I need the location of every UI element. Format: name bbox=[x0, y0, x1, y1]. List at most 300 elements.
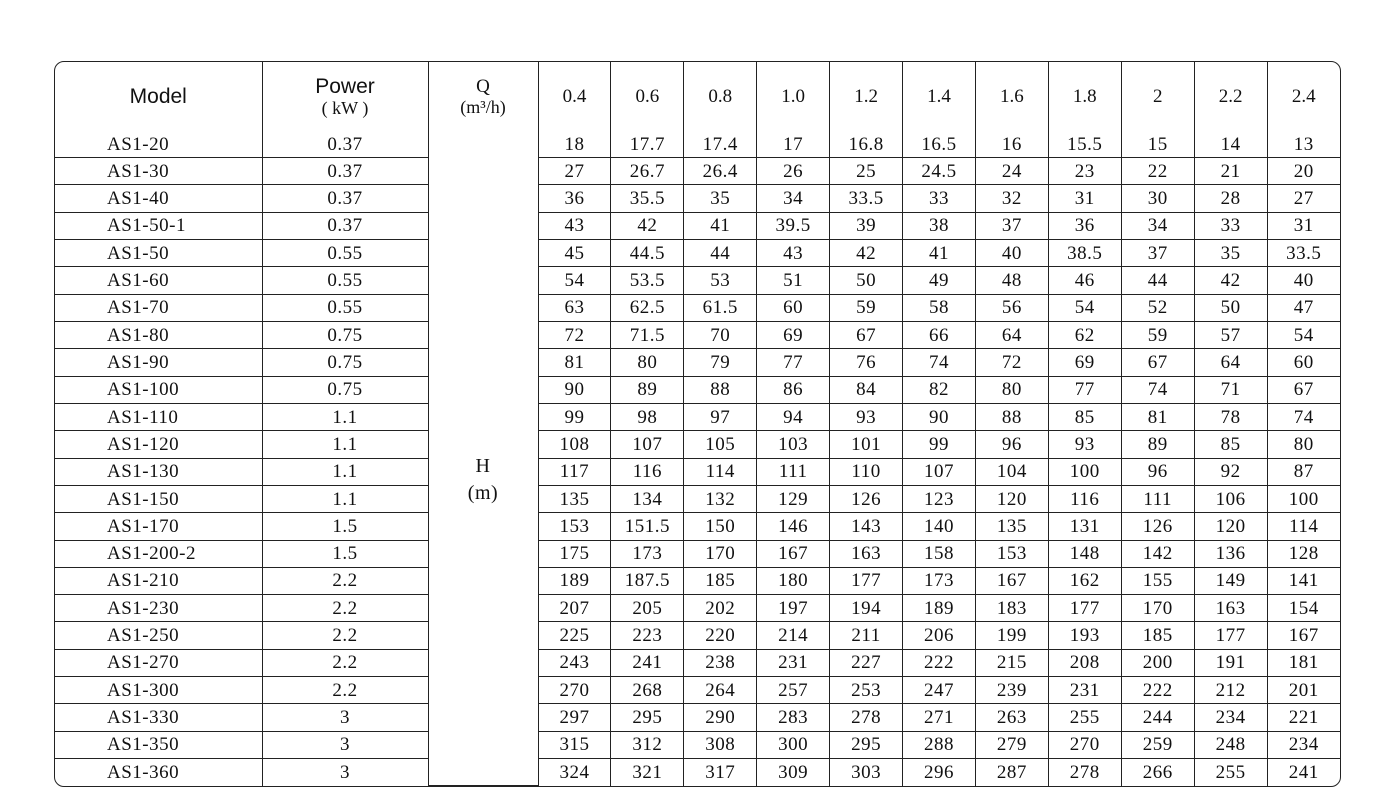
head-value-cell: 17 bbox=[757, 131, 830, 158]
head-value-cell: 58 bbox=[903, 294, 976, 321]
head-value-cell: 167 bbox=[757, 540, 830, 567]
head-value-cell: 153 bbox=[538, 513, 611, 540]
head-value-cell: 63 bbox=[538, 294, 611, 321]
head-value-cell: 33 bbox=[903, 185, 976, 212]
head-value-cell: 163 bbox=[1194, 595, 1267, 622]
head-value-cell: 175 bbox=[538, 540, 611, 567]
model-cell: AS1-210 bbox=[55, 567, 262, 594]
head-value-cell: 89 bbox=[1121, 431, 1194, 458]
header-flow-value: 1.6 bbox=[975, 62, 1048, 131]
head-value-cell: 13 bbox=[1267, 131, 1340, 158]
head-value-cell: 38.5 bbox=[1048, 240, 1121, 267]
head-value-cell: 44 bbox=[1121, 267, 1194, 294]
head-value-cell: 16.8 bbox=[830, 131, 903, 158]
head-value-cell: 60 bbox=[1267, 349, 1340, 376]
head-value-cell: 283 bbox=[757, 704, 830, 731]
head-value-cell: 74 bbox=[1267, 403, 1340, 430]
head-value-cell: 220 bbox=[684, 622, 757, 649]
head-value-cell: 154 bbox=[1267, 595, 1340, 622]
head-value-cell: 317 bbox=[684, 759, 757, 786]
head-value-cell: 64 bbox=[1194, 349, 1267, 376]
head-value-cell: 86 bbox=[757, 376, 830, 403]
head-value-cell: 27 bbox=[1267, 185, 1340, 212]
head-value-cell: 84 bbox=[830, 376, 903, 403]
header-flow-value: 1.0 bbox=[757, 62, 830, 131]
head-value-cell: 100 bbox=[1048, 458, 1121, 485]
head-value-cell: 81 bbox=[538, 349, 611, 376]
head-value-cell: 54 bbox=[1267, 322, 1340, 349]
power-cell: 0.55 bbox=[262, 267, 428, 294]
head-value-cell: 264 bbox=[684, 677, 757, 704]
head-value-cell: 148 bbox=[1048, 540, 1121, 567]
head-value-cell: 93 bbox=[1048, 431, 1121, 458]
head-value-cell: 74 bbox=[903, 349, 976, 376]
head-label: H bbox=[475, 455, 491, 477]
head-value-cell: 222 bbox=[1121, 677, 1194, 704]
head-value-cell: 34 bbox=[1121, 212, 1194, 239]
head-value-cell: 287 bbox=[975, 759, 1048, 786]
head-value-cell: 15.5 bbox=[1048, 131, 1121, 158]
header-flow-value: 0.8 bbox=[684, 62, 757, 131]
head-value-cell: 308 bbox=[684, 731, 757, 758]
head-value-cell: 212 bbox=[1194, 677, 1267, 704]
head-value-cell: 239 bbox=[975, 677, 1048, 704]
head-value-cell: 96 bbox=[975, 431, 1048, 458]
model-cell: AS1-110 bbox=[55, 403, 262, 430]
head-value-cell: 140 bbox=[903, 513, 976, 540]
head-value-cell: 25 bbox=[830, 158, 903, 185]
head-value-cell: 93 bbox=[830, 403, 903, 430]
model-cell: AS1-50 bbox=[55, 240, 262, 267]
head-value-cell: 98 bbox=[611, 403, 684, 430]
header-power bbox=[262, 62, 428, 131]
model-cell: AS1-270 bbox=[55, 649, 262, 676]
head-value-cell: 30 bbox=[1121, 185, 1194, 212]
head-value-cell: 15 bbox=[1121, 131, 1194, 158]
head-value-cell: 53.5 bbox=[611, 267, 684, 294]
head-value-cell: 72 bbox=[538, 322, 611, 349]
model-cell: AS1-170 bbox=[55, 513, 262, 540]
head-value-cell: 40 bbox=[1267, 267, 1340, 294]
head-value-cell: 92 bbox=[1194, 458, 1267, 485]
power-cell: 1.1 bbox=[262, 403, 428, 430]
header-row bbox=[55, 62, 1340, 131]
table-body bbox=[55, 131, 1340, 786]
head-value-cell: 303 bbox=[830, 759, 903, 786]
head-value-cell: 255 bbox=[1194, 759, 1267, 786]
model-cell: AS1-350 bbox=[55, 731, 262, 758]
table-row bbox=[55, 677, 1340, 704]
head-value-cell: 16.5 bbox=[903, 131, 976, 158]
head-value-cell: 290 bbox=[684, 704, 757, 731]
table-row bbox=[55, 403, 1340, 430]
head-value-cell: 99 bbox=[903, 431, 976, 458]
head-value-cell: 77 bbox=[757, 349, 830, 376]
model-cell: AS1-150 bbox=[55, 485, 262, 512]
power-cell: 0.37 bbox=[262, 185, 428, 212]
head-value-cell: 146 bbox=[757, 513, 830, 540]
head-value-cell: 23 bbox=[1048, 158, 1121, 185]
head-value-cell: 167 bbox=[975, 567, 1048, 594]
table-row bbox=[55, 458, 1340, 485]
table-row bbox=[55, 349, 1340, 376]
head-value-cell: 17.7 bbox=[611, 131, 684, 158]
table-row bbox=[55, 649, 1340, 676]
head-value-cell: 126 bbox=[830, 485, 903, 512]
head-value-cell: 26 bbox=[757, 158, 830, 185]
head-value-cell: 201 bbox=[1267, 677, 1340, 704]
head-unit: (m) bbox=[467, 482, 499, 504]
head-value-cell: 321 bbox=[611, 759, 684, 786]
head-value-cell: 49 bbox=[903, 267, 976, 294]
head-value-cell: 300 bbox=[757, 731, 830, 758]
head-value-cell: 181 bbox=[1267, 649, 1340, 676]
head-value-cell: 64 bbox=[975, 322, 1048, 349]
head-value-cell: 312 bbox=[611, 731, 684, 758]
head-value-cell: 223 bbox=[611, 622, 684, 649]
head-value-cell: 205 bbox=[611, 595, 684, 622]
head-value-cell: 143 bbox=[830, 513, 903, 540]
header-flow-value: 1.2 bbox=[830, 62, 903, 131]
head-value-cell: 126 bbox=[1121, 513, 1194, 540]
head-value-cell: 72 bbox=[975, 349, 1048, 376]
head-value-cell: 244 bbox=[1121, 704, 1194, 731]
head-value-cell: 22 bbox=[1121, 158, 1194, 185]
head-value-cell: 79 bbox=[684, 349, 757, 376]
table-row bbox=[55, 322, 1340, 349]
power-cell: 2.2 bbox=[262, 649, 428, 676]
head-value-cell: 197 bbox=[757, 595, 830, 622]
head-value-cell: 295 bbox=[830, 731, 903, 758]
head-value-cell: 116 bbox=[611, 458, 684, 485]
head-value-cell: 191 bbox=[1194, 649, 1267, 676]
head-value-cell: 71.5 bbox=[611, 322, 684, 349]
head-value-cell: 21 bbox=[1194, 158, 1267, 185]
head-value-cell: 271 bbox=[903, 704, 976, 731]
head-value-cell: 270 bbox=[1048, 731, 1121, 758]
head-value-cell: 89 bbox=[611, 376, 684, 403]
header-power-unit: ( kW ) bbox=[321, 98, 369, 118]
head-value-cell: 162 bbox=[1048, 567, 1121, 594]
head-value-cell: 153 bbox=[975, 540, 1048, 567]
header-flow-value: 2.4 bbox=[1267, 62, 1340, 131]
head-value-cell: 54 bbox=[538, 267, 611, 294]
header-flow-value: 0.6 bbox=[611, 62, 684, 131]
head-value-cell: 111 bbox=[1121, 485, 1194, 512]
head-value-cell: 35 bbox=[684, 185, 757, 212]
model-cell: AS1-250 bbox=[55, 622, 262, 649]
head-value-cell: 189 bbox=[538, 567, 611, 594]
table-row bbox=[55, 622, 1340, 649]
head-value-cell: 99 bbox=[538, 403, 611, 430]
head-value-cell: 90 bbox=[538, 376, 611, 403]
power-cell: 0.55 bbox=[262, 240, 428, 267]
head-value-cell: 88 bbox=[684, 376, 757, 403]
head-value-cell: 39 bbox=[830, 212, 903, 239]
head-value-cell: 69 bbox=[757, 322, 830, 349]
header-q-label: Q bbox=[476, 76, 490, 97]
table-row bbox=[55, 158, 1340, 185]
head-value-cell: 45 bbox=[538, 240, 611, 267]
header-power-label: Power bbox=[315, 75, 375, 98]
head-value-cell: 81 bbox=[1121, 403, 1194, 430]
head-value-cell: 253 bbox=[830, 677, 903, 704]
head-value-cell: 136 bbox=[1194, 540, 1267, 567]
head-value-cell: 114 bbox=[684, 458, 757, 485]
head-value-cell: 155 bbox=[1121, 567, 1194, 594]
model-cell: AS1-30 bbox=[55, 158, 262, 185]
head-value-cell: 41 bbox=[903, 240, 976, 267]
head-value-cell: 77 bbox=[1048, 376, 1121, 403]
head-value-cell: 74 bbox=[1121, 376, 1194, 403]
power-cell: 2.2 bbox=[262, 595, 428, 622]
head-value-cell: 24 bbox=[975, 158, 1048, 185]
head-value-cell: 158 bbox=[903, 540, 976, 567]
head-value-cell: 199 bbox=[975, 622, 1048, 649]
model-cell: AS1-50-1 bbox=[55, 212, 262, 239]
head-value-cell: 47 bbox=[1267, 294, 1340, 321]
head-value-cell: 120 bbox=[975, 485, 1048, 512]
power-cell: 0.37 bbox=[262, 131, 428, 158]
head-value-cell: 67 bbox=[1121, 349, 1194, 376]
head-value-cell: 177 bbox=[830, 567, 903, 594]
power-cell: 2.2 bbox=[262, 677, 428, 704]
head-value-cell: 185 bbox=[1121, 622, 1194, 649]
head-value-cell: 46 bbox=[1048, 267, 1121, 294]
head-value-cell: 70 bbox=[684, 322, 757, 349]
head-value-cell: 26.4 bbox=[684, 158, 757, 185]
head-value-cell: 59 bbox=[830, 294, 903, 321]
power-cell: 1.1 bbox=[262, 485, 428, 512]
head-value-cell: 131 bbox=[1048, 513, 1121, 540]
head-value-cell: 309 bbox=[757, 759, 830, 786]
head-value-cell: 257 bbox=[757, 677, 830, 704]
table-row bbox=[55, 731, 1340, 758]
head-value-cell: 214 bbox=[757, 622, 830, 649]
model-cell: AS1-360 bbox=[55, 759, 262, 786]
head-value-cell: 221 bbox=[1267, 704, 1340, 731]
power-cell: 3 bbox=[262, 731, 428, 758]
table-row bbox=[55, 376, 1340, 403]
head-value-cell: 39.5 bbox=[757, 212, 830, 239]
head-value-cell: 208 bbox=[1048, 649, 1121, 676]
head-value-cell: 263 bbox=[975, 704, 1048, 731]
model-cell: AS1-80 bbox=[55, 322, 262, 349]
head-value-cell: 111 bbox=[757, 458, 830, 485]
head-value-cell: 42 bbox=[830, 240, 903, 267]
head-value-cell: 40 bbox=[975, 240, 1048, 267]
head-value-cell: 268 bbox=[611, 677, 684, 704]
head-value-cell: 296 bbox=[903, 759, 976, 786]
head-value-cell: 259 bbox=[1121, 731, 1194, 758]
head-value-cell: 150 bbox=[684, 513, 757, 540]
head-value-cell: 288 bbox=[903, 731, 976, 758]
head-value-cell: 167 bbox=[1267, 622, 1340, 649]
head-value-cell: 85 bbox=[1194, 431, 1267, 458]
head-value-cell: 107 bbox=[611, 431, 684, 458]
head-value-cell: 43 bbox=[757, 240, 830, 267]
head-value-cell: 248 bbox=[1194, 731, 1267, 758]
head-value-cell: 50 bbox=[1194, 294, 1267, 321]
head-value-cell: 57 bbox=[1194, 322, 1267, 349]
head-value-cell: 90 bbox=[903, 403, 976, 430]
head-value-cell: 279 bbox=[975, 731, 1048, 758]
power-cell: 1.1 bbox=[262, 458, 428, 485]
head-value-cell: 26.7 bbox=[611, 158, 684, 185]
head-value-cell: 36 bbox=[538, 185, 611, 212]
model-cell: AS1-120 bbox=[55, 431, 262, 458]
head-value-cell: 116 bbox=[1048, 485, 1121, 512]
power-cell: 2.2 bbox=[262, 567, 428, 594]
head-value-cell: 51 bbox=[757, 267, 830, 294]
head-value-cell: 41 bbox=[684, 212, 757, 239]
pump-performance-table bbox=[54, 61, 1341, 787]
head-value-cell: 14 bbox=[1194, 131, 1267, 158]
head-value-cell: 78 bbox=[1194, 403, 1267, 430]
table-row bbox=[55, 485, 1340, 512]
power-cell: 0.75 bbox=[262, 349, 428, 376]
head-value-cell: 227 bbox=[830, 649, 903, 676]
head-value-cell: 255 bbox=[1048, 704, 1121, 731]
head-value-cell: 94 bbox=[757, 403, 830, 430]
head-value-cell: 278 bbox=[830, 704, 903, 731]
head-unit-cell bbox=[428, 131, 538, 786]
head-value-cell: 170 bbox=[684, 540, 757, 567]
header-flow-q bbox=[428, 62, 538, 131]
head-value-cell: 62 bbox=[1048, 322, 1121, 349]
head-value-cell: 142 bbox=[1121, 540, 1194, 567]
table-row bbox=[55, 595, 1340, 622]
head-value-cell: 231 bbox=[757, 649, 830, 676]
head-value-cell: 241 bbox=[1267, 759, 1340, 786]
head-value-cell: 35.5 bbox=[611, 185, 684, 212]
head-value-cell: 32 bbox=[975, 185, 1048, 212]
head-value-cell: 128 bbox=[1267, 540, 1340, 567]
table-row bbox=[55, 759, 1340, 786]
table-row bbox=[55, 294, 1340, 321]
head-value-cell: 234 bbox=[1194, 704, 1267, 731]
head-value-cell: 185 bbox=[684, 567, 757, 594]
table-row bbox=[55, 431, 1340, 458]
model-cell: AS1-40 bbox=[55, 185, 262, 212]
head-value-cell: 222 bbox=[903, 649, 976, 676]
head-value-cell: 108 bbox=[538, 431, 611, 458]
head-value-cell: 206 bbox=[903, 622, 976, 649]
head-value-cell: 56 bbox=[975, 294, 1048, 321]
head-value-cell: 80 bbox=[1267, 431, 1340, 458]
head-value-cell: 202 bbox=[684, 595, 757, 622]
head-value-cell: 87 bbox=[1267, 458, 1340, 485]
head-value-cell: 43 bbox=[538, 212, 611, 239]
model-cell: AS1-100 bbox=[55, 376, 262, 403]
head-value-cell: 69 bbox=[1048, 349, 1121, 376]
head-value-cell: 134 bbox=[611, 485, 684, 512]
head-value-cell: 132 bbox=[684, 485, 757, 512]
head-value-cell: 117 bbox=[538, 458, 611, 485]
head-value-cell: 225 bbox=[538, 622, 611, 649]
head-value-cell: 37 bbox=[975, 212, 1048, 239]
head-value-cell: 38 bbox=[903, 212, 976, 239]
head-value-cell: 66 bbox=[903, 322, 976, 349]
head-value-cell: 59 bbox=[1121, 322, 1194, 349]
head-value-cell: 31 bbox=[1267, 212, 1340, 239]
head-value-cell: 53 bbox=[684, 267, 757, 294]
head-value-cell: 211 bbox=[830, 622, 903, 649]
head-value-cell: 82 bbox=[903, 376, 976, 403]
head-value-cell: 207 bbox=[538, 595, 611, 622]
head-value-cell: 135 bbox=[538, 485, 611, 512]
head-value-cell: 28 bbox=[1194, 185, 1267, 212]
head-value-cell: 61.5 bbox=[684, 294, 757, 321]
head-value-cell: 123 bbox=[903, 485, 976, 512]
head-value-cell: 180 bbox=[757, 567, 830, 594]
table-row bbox=[55, 540, 1340, 567]
model-cell: AS1-300 bbox=[55, 677, 262, 704]
head-value-cell: 16 bbox=[975, 131, 1048, 158]
table-row bbox=[55, 704, 1340, 731]
head-value-cell: 234 bbox=[1267, 731, 1340, 758]
head-value-cell: 149 bbox=[1194, 567, 1267, 594]
model-cell: AS1-20 bbox=[55, 131, 262, 158]
head-value-cell: 170 bbox=[1121, 595, 1194, 622]
power-cell: 0.75 bbox=[262, 322, 428, 349]
model-cell: AS1-60 bbox=[55, 267, 262, 294]
power-cell: 0.55 bbox=[262, 294, 428, 321]
head-value-cell: 67 bbox=[1267, 376, 1340, 403]
header-q-unit: (m³/h) bbox=[460, 97, 506, 117]
head-value-cell: 173 bbox=[903, 567, 976, 594]
header-flow-value: 1.4 bbox=[903, 62, 976, 131]
head-value-cell: 163 bbox=[830, 540, 903, 567]
head-value-cell: 71 bbox=[1194, 376, 1267, 403]
model-cell: AS1-330 bbox=[55, 704, 262, 731]
head-value-cell: 54 bbox=[1048, 294, 1121, 321]
table-row bbox=[55, 131, 1340, 158]
head-value-cell: 33.5 bbox=[830, 185, 903, 212]
power-cell: 1.1 bbox=[262, 431, 428, 458]
head-value-cell: 189 bbox=[903, 595, 976, 622]
header-flow-value: 2.2 bbox=[1194, 62, 1267, 131]
head-value-cell: 187.5 bbox=[611, 567, 684, 594]
head-value-cell: 105 bbox=[684, 431, 757, 458]
head-value-cell: 36 bbox=[1048, 212, 1121, 239]
head-value-cell: 24.5 bbox=[903, 158, 976, 185]
head-value-cell: 141 bbox=[1267, 567, 1340, 594]
head-value-cell: 243 bbox=[538, 649, 611, 676]
head-value-cell: 80 bbox=[611, 349, 684, 376]
head-value-cell: 44 bbox=[684, 240, 757, 267]
head-value-cell: 48 bbox=[975, 267, 1048, 294]
head-value-cell: 151.5 bbox=[611, 513, 684, 540]
power-cell: 3 bbox=[262, 759, 428, 786]
head-value-cell: 173 bbox=[611, 540, 684, 567]
head-value-cell: 33 bbox=[1194, 212, 1267, 239]
head-value-cell: 200 bbox=[1121, 649, 1194, 676]
model-cell: AS1-90 bbox=[55, 349, 262, 376]
head-value-cell: 241 bbox=[611, 649, 684, 676]
head-value-cell: 101 bbox=[830, 431, 903, 458]
head-value-cell: 31 bbox=[1048, 185, 1121, 212]
power-cell: 2.2 bbox=[262, 622, 428, 649]
head-value-cell: 35 bbox=[1194, 240, 1267, 267]
head-value-cell: 60 bbox=[757, 294, 830, 321]
table-row bbox=[55, 267, 1340, 294]
head-value-cell: 97 bbox=[684, 403, 757, 430]
head-value-cell: 17.4 bbox=[684, 131, 757, 158]
head-value-cell: 37 bbox=[1121, 240, 1194, 267]
power-cell: 1.5 bbox=[262, 540, 428, 567]
head-value-cell: 67 bbox=[830, 322, 903, 349]
